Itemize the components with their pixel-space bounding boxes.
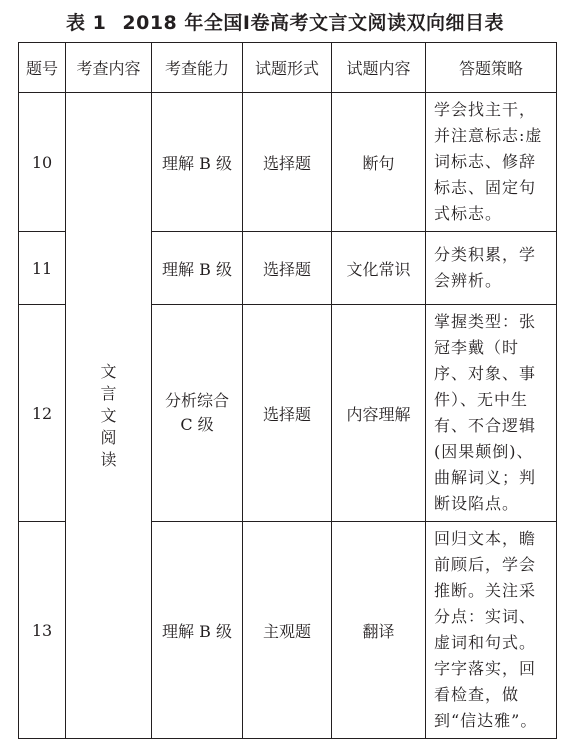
- cell-number: 11: [19, 232, 66, 305]
- cell-form: 选择题: [243, 305, 332, 522]
- cell-content: 断句: [332, 93, 426, 232]
- header-form: 试题形式: [243, 43, 332, 93]
- cell-ability: 理解 B 级: [152, 232, 243, 305]
- cell-form: 主观题: [243, 522, 332, 739]
- cell-content: 文化常识: [332, 232, 426, 305]
- cell-number: 12: [19, 305, 66, 522]
- table-caption: [0, 8, 570, 35]
- cell-strategy: 分类积累，学会辨析。: [426, 232, 557, 305]
- cell-ability: [152, 305, 243, 522]
- cell-number: 10: [19, 93, 66, 232]
- detail-table: [18, 42, 557, 739]
- cell-form: 选择题: [243, 93, 332, 232]
- cell-ability: 理解 B 级: [152, 93, 243, 232]
- cell-content: 内容理解: [332, 305, 426, 522]
- cell-strategy: 回归文本，瞻前顾后，学会推断。关注采分点：实词、虚词和句式。字字落实，回看检查，做到“信达雅”。: [426, 522, 557, 739]
- header-strategy: 答题策略: [426, 43, 557, 93]
- header-ability: 考查能力: [152, 43, 243, 93]
- table-row: [19, 93, 557, 232]
- cell-strategy: 学会找主干，并注意标志:虚词标志、修辞标志、固定句式标志。: [426, 93, 557, 232]
- ability-text: 分析综合 C 级: [164, 391, 229, 434]
- table-number: 表 1: [66, 12, 107, 34]
- table-title: 2018 年全国Ⅰ卷高考文言文阅读双向细目表: [122, 12, 504, 34]
- cell-form: 选择题: [243, 232, 332, 305]
- shared-content-text: 文言文阅读: [100, 361, 117, 469]
- header-content-area: 考查内容: [66, 43, 152, 93]
- header-number: 题号: [19, 43, 66, 93]
- cell-content: 翻译: [332, 522, 426, 739]
- cell-ability: 理解 B 级: [152, 522, 243, 739]
- cell-number: 13: [19, 522, 66, 739]
- header-row: [19, 43, 557, 93]
- cell-strategy: 掌握类型：张冠李戴（时序、对象、事件）、无中生有、不合逻辑(因果颠倒)、曲解词义；判断设陷点。: [426, 305, 557, 522]
- cell-shared-content: [66, 93, 152, 739]
- header-content: 试题内容: [332, 43, 426, 93]
